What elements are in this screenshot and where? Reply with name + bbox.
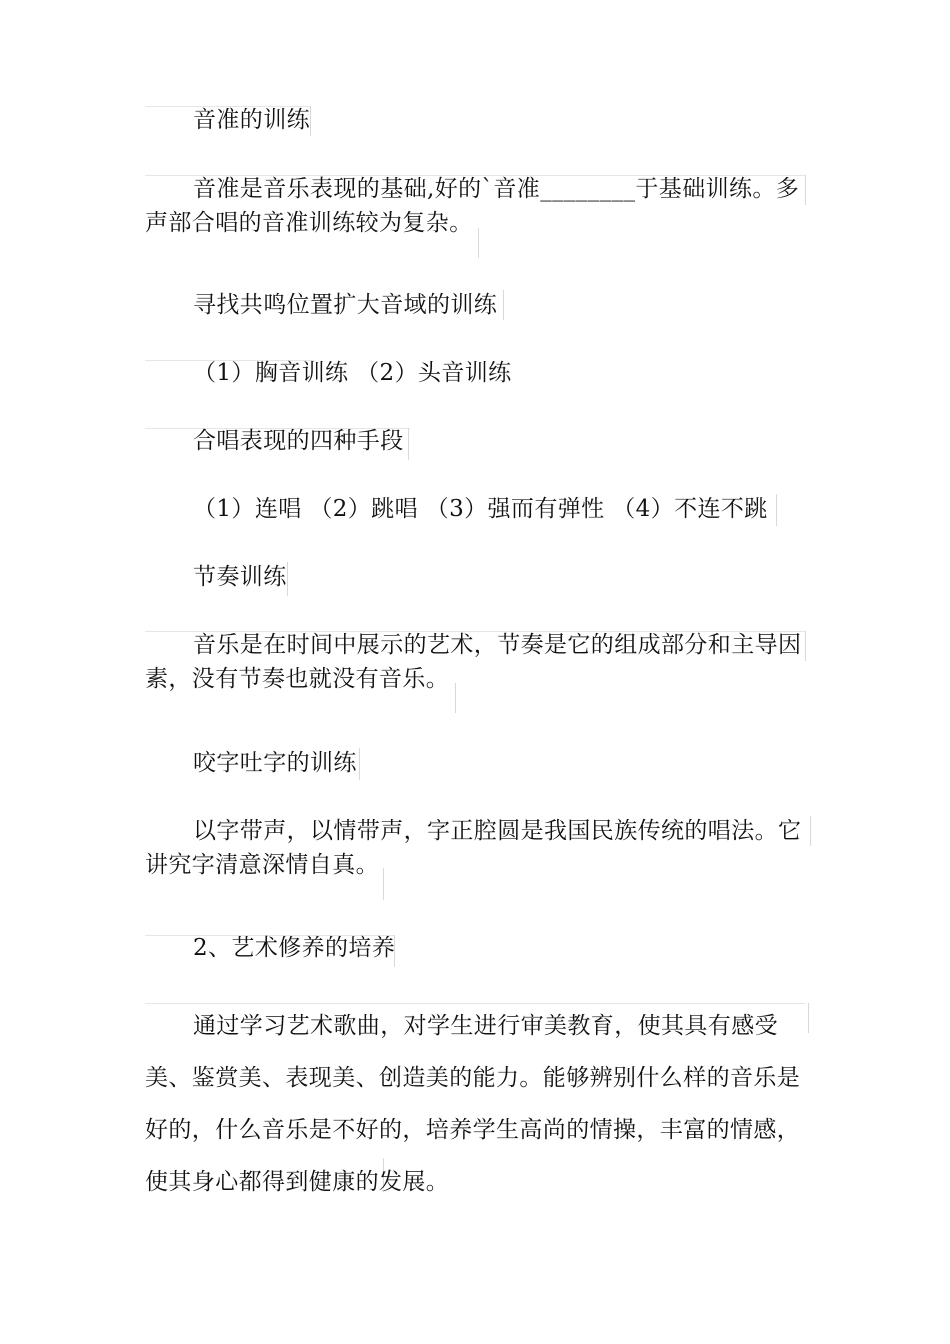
heading-choral-techniques: 合唱表现的四种手段 — [193, 428, 404, 454]
list-choral-techniques: （1）连唱 （2）跳唱 （3）强而有弹性 （4）不连不跳 — [193, 496, 768, 522]
heading-artistic-cultivation: 2、艺术修养的培养 — [193, 935, 396, 961]
heading-rhythm-training: 节奏训练 — [193, 564, 287, 590]
heading-diction-training: 咬字吐字的训练 — [193, 750, 357, 776]
paragraph-intonation: 音准是音乐表现的基础,好的`音准________于基础训练。多声部合唱的音准训练较为复杂。 — [145, 176, 800, 236]
paragraph-diction: 以字带声，以情带声，字正腔圆是我国民族传统的唱法。它讲究字清意深情自真。 — [145, 818, 802, 878]
text-box-guide — [810, 816, 811, 846]
heading-resonance-training: 寻找共鸣位置扩大音域的训练 — [193, 292, 498, 318]
list-voice-training: （1）胸音训练 （2）头音训练 — [193, 360, 512, 386]
paragraph-artistic-cultivation: 通过学习艺术歌曲，对学生进行审美教育，使其具有感受美、鉴赏美、表现美、创造美的能力。能够辨别什么样的音乐是好的，什么音乐是不好的，培养学生高尚的情操，丰富的情感，使其身心都得到健康的发展。 — [145, 1013, 801, 1195]
paragraph-rhythm: 音乐是在时间中展示的艺术，节奏是它的组成部分和主导因素，没有节奏也就没有音乐。 — [145, 632, 802, 692]
heading-intonation-training: 音准的训练 — [193, 107, 310, 133]
